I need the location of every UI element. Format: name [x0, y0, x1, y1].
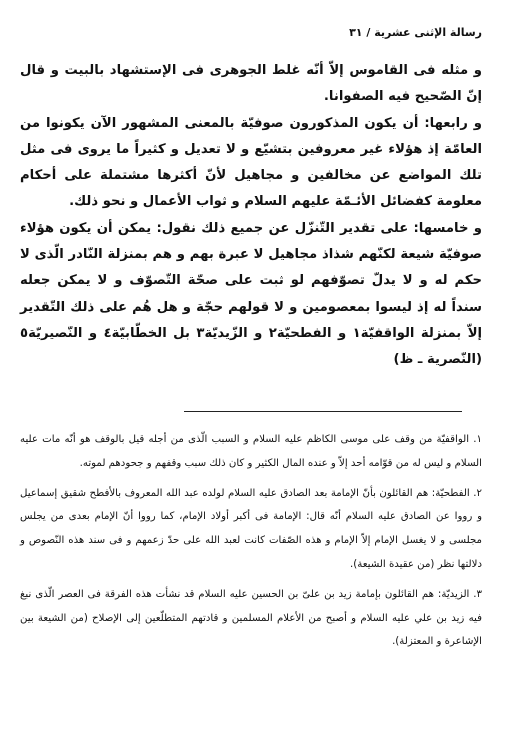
footnote-2: ٢. الفطحيّة: هم القائلون بأنّ الإمامة بعد الصادق عليه السلام لولده عبد الله المعروف بالأفطح شقيق إسماعيل و رووا عن الصادق عليه السلام أنّه قال: الإمامة فى أكبر أولاد الإمام، كما رووا أنّ الإمام بعدى من يجلس مجلسى و لا يغسل الإمام إلاّ الإمام و هذه الصّفات كانت لعبد الله على حدّ زعمهم و فى سند هذه النّصوص و دلالتها نظر (من عقيدة الشيعة).: [20, 487, 482, 570]
main-text: [20, 58, 482, 374]
paragraph-2: و رابعها: أن يكون المذكورون صوفيّة بالمعنى المشهور الآن يكونوا من العامّة إذ هؤلاء غير معروفين بتشيّع و لا تعديل و كثيراً ما يروى فى مثل تلك المواضع عن مخالفين و مجاهيل لأنّ أكثرها مشتملة على أحكام معلومة كفضائل الأئـمّة عليهم السلام و ثواب الأعمال و نحو ذلك.: [20, 115, 482, 210]
footnotes: [20, 428, 482, 654]
footnote-1: ١. الواقفيّة من وقف على موسى الكاظم عليه السلام و السبب الّذى من أجله قيل بالوقف هو أنّه مات عليه السلام و ليس له من قوّامه أحد إلاّ و عنده المال الكثير و كان ذلك سبب وقفهم و جحودهم لموته.: [20, 434, 482, 469]
footnote-separator: [184, 411, 462, 412]
footnote-3: ٣. الزيديّة: هم القائلون بإمامة زيد بن علىّ بن الحسين عليه السلام قد نشأت هذه الفرقة فى العصر الّذى نبغ فيه زيد بن علي عليه السلام و أصبح من الأعلام المسلمين و قادتهم المتطلّعين إلى الإصلاح (من الشيعة بين الإشاعرة و المعتزلة).: [20, 588, 482, 648]
paragraph-1: و مثله فى القاموس إلاّ أنّه غلط الجوهرى فى الإستشهاد بالبيت و قال إنّ الصّحيح فيه الصفوانا.: [20, 63, 482, 105]
running-header: رسالة الإثنى عشرية / ٣١: [349, 26, 482, 39]
paragraph-3: و خامسها: على تقدير التّنزّل عن جميع ذلك نقول: يمكن أن يكون هؤلاء صوفيّة شيعة لكنّهم شذاذ مجاهيل لا عبرة بهم و هم بمنزلة النّادر الّذى لا حكم له و لا يدلّ تصوّفهم لو ثبت على صحّة التّصوّف و لا يمكن جعله سنداً له إذ ليسوا بمعصومين و لا قولهم حجّة و هل هُم على ذلك التّقدير إلاّ بمنزلة الواقفيّة١ و الفطحيّة٢ و الزّيديّة٣ بل الخطّابيّة٤ و النّصيريّة٥ (النّصرية ـ ظ): [20, 220, 483, 368]
